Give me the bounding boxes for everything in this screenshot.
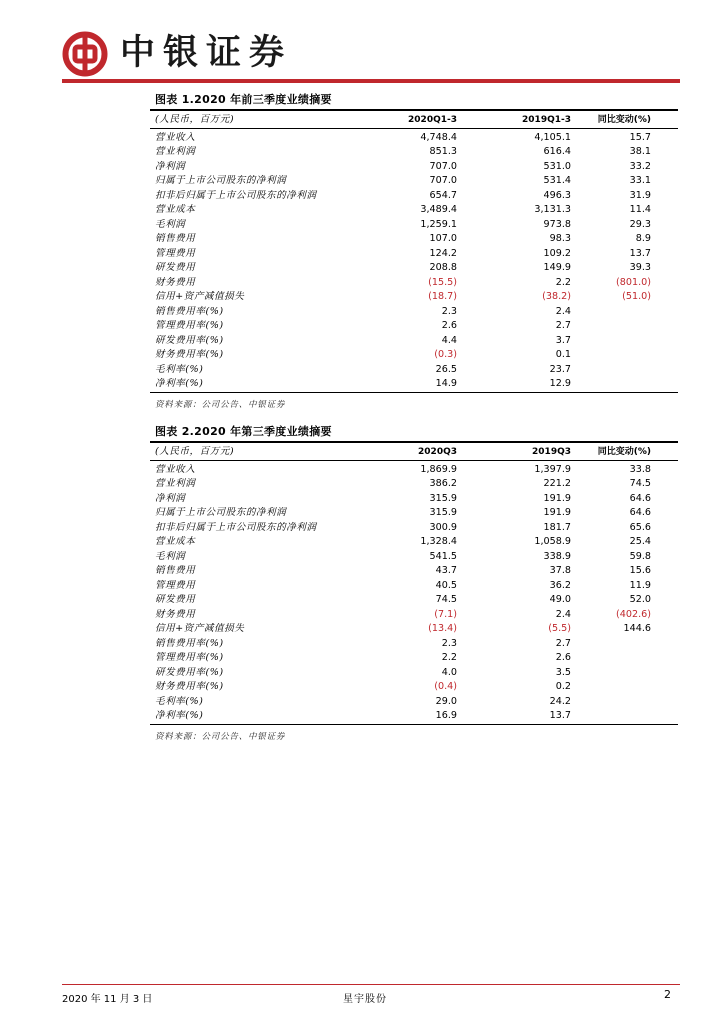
row-label: 销售费用 xyxy=(155,233,196,244)
table-row xyxy=(150,521,678,536)
table-row xyxy=(150,203,678,218)
row-value-1: (0.4) xyxy=(434,681,457,692)
table-row xyxy=(150,695,678,710)
row-label: 管理费用率(%) xyxy=(155,320,224,331)
row-value-2: 191.9 xyxy=(543,507,571,518)
row-label: 营业收入 xyxy=(155,463,196,475)
row-value-2: (38.2) xyxy=(542,291,571,302)
table-2 xyxy=(150,445,678,725)
row-value-1: (13.4) xyxy=(428,623,457,634)
row-value-1: 26.5 xyxy=(435,363,457,375)
row-value-2: (5.5) xyxy=(548,623,571,634)
header-rule xyxy=(62,79,680,83)
row-label: 研发费用 xyxy=(155,262,196,273)
table-2-col3-header: 同比变动(%) xyxy=(581,445,678,460)
table-1-source: 资料来源：公司公告、中银证券 xyxy=(155,399,286,410)
row-label: 信用+资产减值损失 xyxy=(155,623,245,634)
table-1-unit: (人民币，百万元) xyxy=(150,113,365,128)
row-label: 毛利率(%) xyxy=(155,695,204,707)
page-number: 2 xyxy=(664,988,671,1001)
row-label: 归属于上市公司股东的净利润 xyxy=(155,175,287,186)
row-value-3: 33.8 xyxy=(629,463,651,475)
row-value-2: 13.7 xyxy=(463,709,581,724)
row-value-2: 12.9 xyxy=(463,377,581,392)
table-section-1 xyxy=(150,91,678,410)
row-value-2: 4,105.1 xyxy=(534,131,571,143)
row-value-3: 15.6 xyxy=(629,565,651,576)
row-value-1: 208.8 xyxy=(429,262,457,273)
row-value-1: 124.2 xyxy=(429,247,457,259)
row-value-1: (15.5) xyxy=(428,276,457,288)
row-value-2: 24.2 xyxy=(549,695,571,707)
table-1-title-rule xyxy=(150,109,678,111)
row-label: 营业成本 xyxy=(155,204,196,215)
row-value-2: 181.7 xyxy=(543,521,571,533)
row-value-1: (18.7) xyxy=(428,291,457,302)
row-value-2: 2.2 xyxy=(555,276,571,288)
row-label: 扣非后归属于上市公司股东的净利润 xyxy=(155,189,317,201)
table-row xyxy=(150,666,678,681)
row-value-3 xyxy=(581,651,678,666)
row-value-1: 386.2 xyxy=(429,478,457,489)
row-value-3: 29.3 xyxy=(629,218,651,230)
table-row xyxy=(150,189,678,204)
table-row xyxy=(150,334,678,349)
row-value-2: 0.2 xyxy=(555,681,571,692)
row-value-2: 2.7 xyxy=(555,320,571,331)
row-label: 研发费用率(%) xyxy=(155,334,224,346)
table-row xyxy=(150,128,678,145)
table-row xyxy=(150,680,678,695)
table-1 xyxy=(150,113,678,393)
row-value-1: 16.9 xyxy=(365,709,463,724)
row-label: 销售费用率(%) xyxy=(155,305,224,317)
row-value-1: 2.3 xyxy=(441,305,457,317)
row-value-3 xyxy=(581,363,678,378)
row-value-3 xyxy=(581,319,678,334)
table-row xyxy=(150,363,678,378)
footer-rule xyxy=(62,984,680,985)
row-value-2: 37.8 xyxy=(549,565,571,576)
table-1-col1-header: 2020Q1-3 xyxy=(365,113,463,128)
row-value-1: (0.3) xyxy=(434,349,457,360)
row-value-2: 98.3 xyxy=(549,233,571,244)
row-value-2: 496.3 xyxy=(543,189,571,201)
row-value-3: 33.2 xyxy=(629,160,651,172)
row-value-2: 2.6 xyxy=(555,652,571,663)
row-value-2: 2.4 xyxy=(555,608,571,620)
row-value-1: 1,259.1 xyxy=(420,218,457,230)
row-value-1: 3,489.4 xyxy=(420,204,457,215)
row-value-2: 36.2 xyxy=(549,579,571,591)
row-value-3: 11.4 xyxy=(629,204,651,215)
table-2-source: 资料来源：公司公告、中银证券 xyxy=(155,731,286,742)
table-row xyxy=(150,348,678,363)
row-label: 营业收入 xyxy=(155,131,196,143)
row-value-1: 315.9 xyxy=(429,492,457,504)
table-1-col3-header: 同比变动(%) xyxy=(581,113,678,128)
row-value-2: 3.5 xyxy=(555,666,571,678)
row-value-3: 11.9 xyxy=(629,579,651,591)
table-row xyxy=(150,261,678,276)
table-1-col2-header: 2019Q1-3 xyxy=(463,113,581,128)
table-row xyxy=(150,637,678,652)
row-value-2: 221.2 xyxy=(543,478,571,489)
row-value-3 xyxy=(581,377,678,392)
row-value-3 xyxy=(581,348,678,363)
row-label: 毛利润 xyxy=(155,218,186,230)
row-label: 信用+资产减值损失 xyxy=(155,291,245,302)
table-row xyxy=(150,709,678,724)
table-row xyxy=(150,608,678,623)
row-value-1: 300.9 xyxy=(429,521,457,533)
table-row xyxy=(150,535,678,550)
row-value-2: 531.4 xyxy=(543,175,571,186)
row-value-3: 52.0 xyxy=(629,594,651,605)
row-value-3: 39.3 xyxy=(629,262,651,273)
row-value-2: 531.0 xyxy=(543,160,571,172)
table-row xyxy=(150,377,678,392)
table-row xyxy=(150,305,678,320)
row-value-1: 707.0 xyxy=(429,175,457,186)
row-value-1: 315.9 xyxy=(429,507,457,518)
row-value-3: 59.8 xyxy=(629,550,651,562)
row-value-2: 149.9 xyxy=(543,262,571,273)
row-value-1: (7.1) xyxy=(434,608,457,620)
row-value-3 xyxy=(581,709,678,724)
row-value-1: 74.5 xyxy=(435,594,457,605)
row-label: 毛利润 xyxy=(155,550,186,562)
row-value-2: 973.8 xyxy=(543,218,571,230)
row-label: 财务费用 xyxy=(155,608,196,620)
row-value-1: 4.0 xyxy=(441,666,457,678)
table-row xyxy=(150,564,678,579)
row-value-1: 1,869.9 xyxy=(420,463,457,475)
row-value-3: 64.6 xyxy=(629,507,651,518)
row-value-2: 1,397.9 xyxy=(534,463,571,475)
table-row xyxy=(150,232,678,247)
row-value-1: 2.3 xyxy=(441,637,457,649)
row-label: 管理费用 xyxy=(155,579,196,591)
row-label: 财务费用率(%) xyxy=(155,349,224,360)
row-label: 净利率(%) xyxy=(150,377,365,392)
table-1-header-row xyxy=(150,113,678,128)
row-label: 管理费用 xyxy=(155,247,196,259)
row-value-3 xyxy=(581,680,678,695)
table-1-title: 图表 1.2020 年前三季度业绩摘要 xyxy=(155,93,332,106)
row-value-2: 191.9 xyxy=(543,492,571,504)
row-value-3: 144.6 xyxy=(623,623,651,634)
row-label: 营业成本 xyxy=(155,536,196,547)
row-value-3: 64.6 xyxy=(629,492,651,504)
row-label: 毛利率(%) xyxy=(155,363,204,375)
row-label: 销售费用率(%) xyxy=(155,637,224,649)
table-row xyxy=(150,550,678,565)
table-row xyxy=(150,506,678,521)
row-value-2: 23.7 xyxy=(549,363,571,375)
row-value-3 xyxy=(581,666,678,681)
row-value-1: 2.2 xyxy=(441,652,457,663)
table-row xyxy=(150,622,678,637)
table-row xyxy=(150,160,678,175)
row-label: 扣非后归属于上市公司股东的净利润 xyxy=(155,521,317,533)
table-row xyxy=(150,477,678,492)
row-label: 财务费用 xyxy=(155,276,196,288)
row-label: 销售费用 xyxy=(155,565,196,576)
row-value-1: 29.0 xyxy=(435,695,457,707)
row-value-2: 3.7 xyxy=(555,334,571,346)
table-row xyxy=(150,145,678,160)
table-row xyxy=(150,460,678,477)
table-row xyxy=(150,492,678,507)
row-value-2: 0.1 xyxy=(555,349,571,360)
row-value-3 xyxy=(581,334,678,349)
table-row xyxy=(150,290,678,305)
row-value-3: (51.0) xyxy=(622,291,651,302)
table-2-title-rule xyxy=(150,441,678,443)
row-value-1: 40.5 xyxy=(435,579,457,591)
row-value-2: 616.4 xyxy=(543,146,571,157)
row-label: 研发费用率(%) xyxy=(155,666,224,678)
table-section-2 xyxy=(150,423,678,742)
table-row xyxy=(150,276,678,291)
row-label: 管理费用率(%) xyxy=(155,652,224,663)
row-value-2: 2.7 xyxy=(555,637,571,649)
row-value-3: 8.9 xyxy=(635,233,651,244)
row-label: 净利率(%) xyxy=(150,709,365,724)
row-value-1: 541.5 xyxy=(429,550,457,562)
brand-name: 中银证券 xyxy=(120,32,293,73)
row-value-2: 3,131.3 xyxy=(534,204,571,215)
table-2-col1-header: 2020Q3 xyxy=(365,445,463,460)
row-value-1: 2.6 xyxy=(441,320,457,331)
row-value-1: 707.0 xyxy=(429,160,457,172)
row-value-1: 4,748.4 xyxy=(420,131,457,143)
bank-of-china-logo-icon xyxy=(62,31,108,77)
footer-company: 星宇股份 xyxy=(343,994,387,1005)
row-value-1: 851.3 xyxy=(429,146,457,157)
table-2-header-row xyxy=(150,445,678,460)
row-value-1: 4.4 xyxy=(441,334,457,346)
row-value-3 xyxy=(581,695,678,710)
footer-date: 2020 年 11 月 3 日 xyxy=(62,994,153,1005)
row-value-3: (801.0) xyxy=(616,276,651,288)
row-value-3: (402.6) xyxy=(616,608,651,620)
row-value-2: 109.2 xyxy=(543,247,571,259)
table-row xyxy=(150,579,678,594)
row-value-1: 654.7 xyxy=(429,189,457,201)
row-value-3: 25.4 xyxy=(629,536,651,547)
row-value-2: 2.4 xyxy=(555,305,571,317)
row-label: 归属于上市公司股东的净利润 xyxy=(155,507,287,518)
row-value-3: 13.7 xyxy=(629,247,651,259)
row-value-2: 338.9 xyxy=(543,550,571,562)
row-label: 研发费用 xyxy=(155,594,196,605)
table-row xyxy=(150,174,678,189)
table-row xyxy=(150,593,678,608)
row-value-3 xyxy=(581,305,678,320)
table-row xyxy=(150,319,678,334)
row-label: 财务费用率(%) xyxy=(155,681,224,692)
row-value-2: 1,058.9 xyxy=(534,536,571,547)
row-value-1: 1,328.4 xyxy=(420,536,457,547)
row-label: 净利润 xyxy=(155,160,186,172)
table-2-title: 图表 2.2020 年第三季度业绩摘要 xyxy=(155,425,332,438)
row-value-3: 31.9 xyxy=(629,189,651,201)
row-value-1: 107.0 xyxy=(429,233,457,244)
table-2-unit: (人民币，百万元) xyxy=(150,445,365,460)
row-label: 营业利润 xyxy=(155,146,196,157)
row-value-3: 74.5 xyxy=(629,478,651,489)
row-value-3: 65.6 xyxy=(629,521,651,533)
row-value-2: 49.0 xyxy=(549,594,571,605)
table-2-col2-header: 2019Q3 xyxy=(463,445,581,460)
row-value-3 xyxy=(581,637,678,652)
row-value-3: 15.7 xyxy=(629,131,651,143)
table-row xyxy=(150,247,678,262)
row-label: 净利润 xyxy=(155,492,186,504)
table-row xyxy=(150,651,678,666)
row-value-1: 14.9 xyxy=(365,377,463,392)
row-value-3: 33.1 xyxy=(629,175,651,186)
row-value-3: 38.1 xyxy=(629,146,651,157)
row-value-1: 43.7 xyxy=(435,565,457,576)
table-row xyxy=(150,218,678,233)
row-label: 营业利润 xyxy=(155,478,196,489)
